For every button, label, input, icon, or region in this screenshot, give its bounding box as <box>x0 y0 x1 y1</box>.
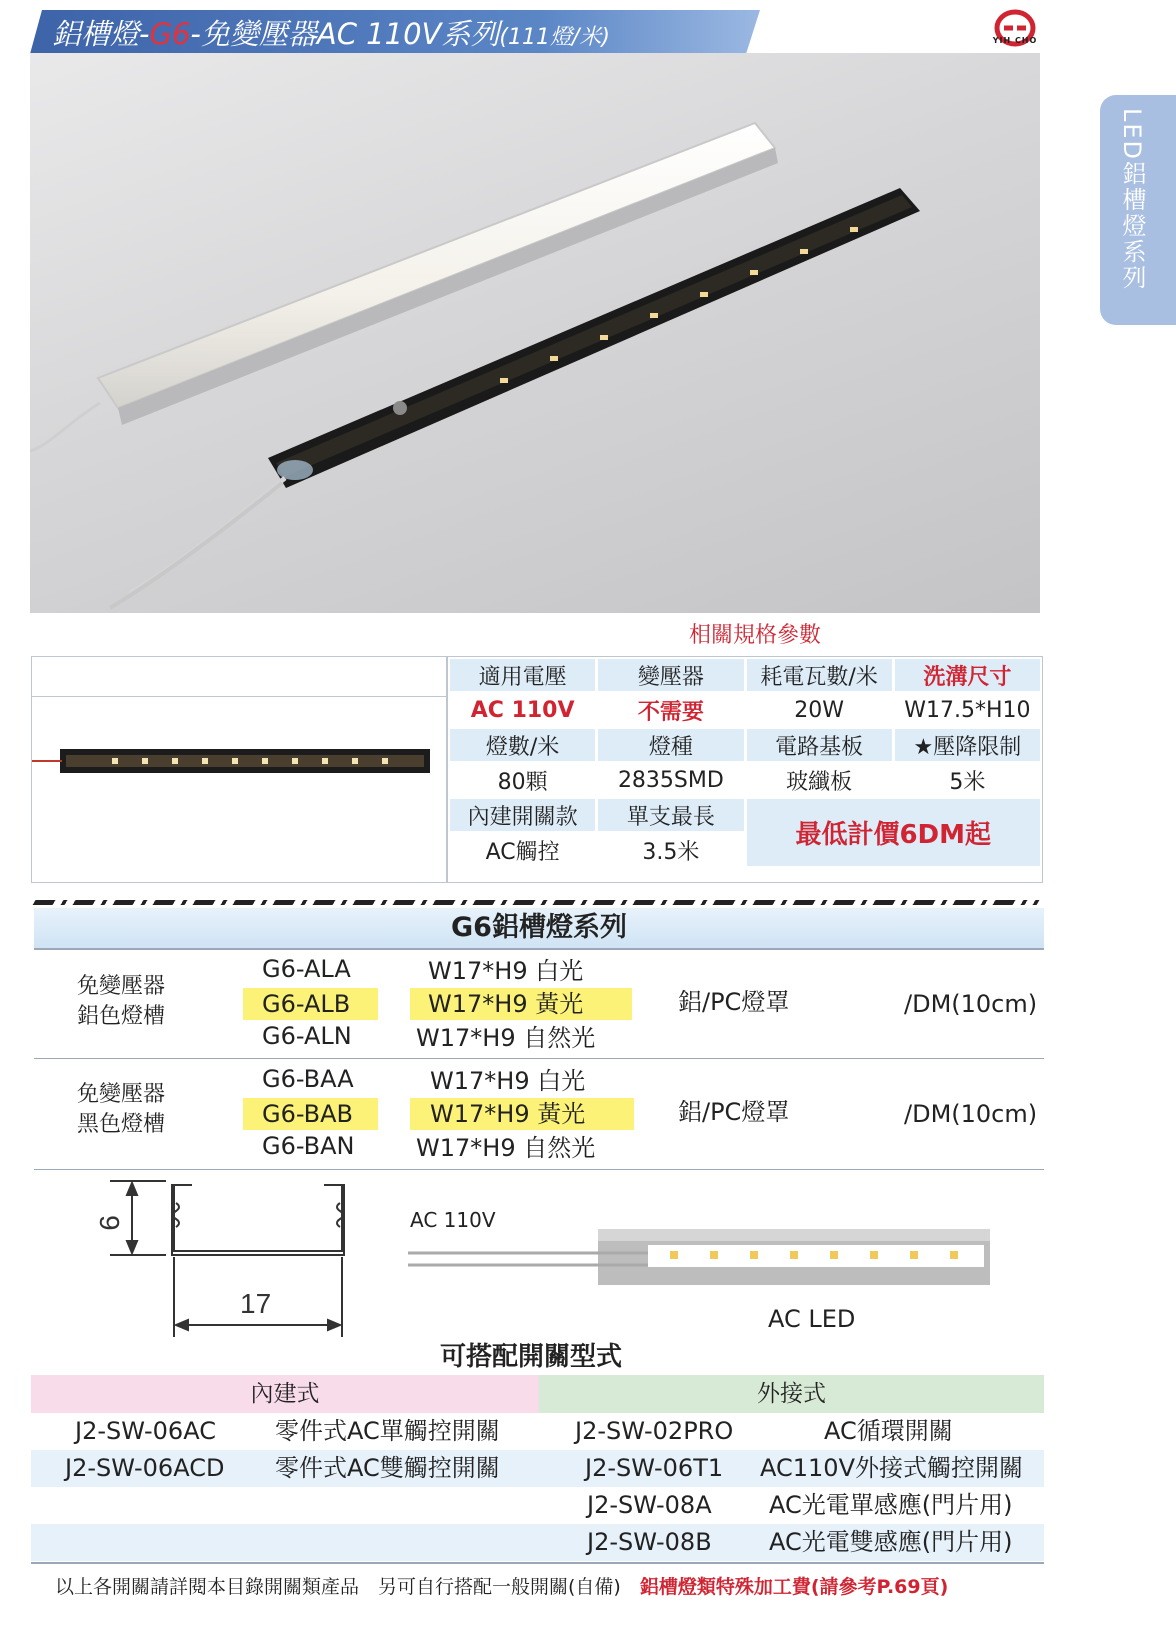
switch-row <box>31 1413 1044 1450</box>
external-switch-code: J2-SW-06T1 <box>585 1454 724 1482</box>
switch-row <box>31 1524 1044 1561</box>
switch-row <box>31 1487 1044 1524</box>
height-dimension-label: 9 <box>94 1215 125 1231</box>
external-switch-name: AC循環開關 <box>824 1417 953 1445</box>
title-model-code: G6 <box>149 17 191 51</box>
page-title: 鋁槽燈-G6-免變壓器AC 110V系列(111燈/米) <box>52 17 610 51</box>
spec-cell: 電路基板 <box>747 729 892 761</box>
product-unit: /DM(10cm) <box>904 990 1038 1018</box>
builtin-switch-name: 零件式AC雙觸控開關 <box>275 1454 500 1482</box>
spec-row <box>450 694 1040 726</box>
spec-cell: 內建開關款 <box>450 799 595 831</box>
group-label-line: 黑色燈槽 <box>76 1112 165 1137</box>
spec-cell: 20W <box>747 694 892 726</box>
external-switch-code: J2-SW-08A <box>587 1491 712 1519</box>
hero-product-photo <box>30 53 1040 613</box>
spec-cell: 80顆 <box>450 764 595 796</box>
builtin-switch-code: J2-SW-06AC <box>75 1417 216 1445</box>
spec-cell: 5米 <box>895 764 1040 796</box>
ac-led-caption: AC LED <box>768 1305 856 1333</box>
product-code-highlighted: G6-BAB <box>243 1098 378 1130</box>
series-group-label <box>36 972 206 1032</box>
title-suffix: (111燈/米) <box>499 25 610 50</box>
group-label-line: 免變壓器 <box>76 1082 165 1107</box>
product-code-highlighted: G6-ALB <box>243 988 378 1020</box>
external-switch-name: AC光電雙感應(門片用) <box>769 1528 1013 1556</box>
spec-thumbnail-divider <box>31 696 447 697</box>
spec-product-thumbnail <box>31 656 447 883</box>
group-label-line: 免變壓器 <box>76 974 165 999</box>
external-switch-name: AC110V外接式觸控開關 <box>760 1454 1023 1482</box>
switch-section-heading: 可搭配開關型式 <box>440 1342 623 1372</box>
builtin-switch-name: 零件式AC單觸控開關 <box>275 1417 500 1445</box>
footer-note-text: 以上各開關請詳閱本目錄開關類產品 另可自行搭配一般開關(自備) <box>55 1576 621 1598</box>
spec-cell: 燈數/米 <box>450 729 595 761</box>
width-dimension-label: 17 <box>240 1288 272 1319</box>
switch-table-bottom-rule <box>31 1562 1044 1564</box>
product-cover: 鋁/PC燈罩 <box>678 988 790 1016</box>
product-cover: 鋁/PC燈罩 <box>678 1098 790 1126</box>
product-unit: /DM(10cm) <box>904 1100 1038 1128</box>
builtin-switch-header: 內建式 <box>31 1375 539 1413</box>
spec-row <box>450 729 1040 761</box>
product-code: G6-BAN <box>262 1132 355 1160</box>
spec-cell: AC觸控 <box>450 834 595 866</box>
ac-voltage-label: AC 110V <box>410 1208 496 1232</box>
footer-note <box>55 1572 948 1599</box>
builtin-switch-code: J2-SW-06ACD <box>65 1454 225 1482</box>
series-row-divider <box>34 1058 1044 1059</box>
spec-row <box>450 659 1040 691</box>
spec-cell: 洗溝尺寸 <box>895 659 1040 691</box>
spec-cell: 燈種 <box>598 729 743 761</box>
spec-cell: 2835SMD <box>598 764 743 796</box>
spec-cell: 玻纖板 <box>747 764 892 796</box>
product-spec: W17*H9 自然光 <box>416 1024 596 1052</box>
switch-row <box>31 1450 1044 1487</box>
side-tab-label: LED鋁槽燈系列 <box>1118 108 1146 292</box>
min-price-note: 最低計價6DM起 <box>747 799 1041 866</box>
spec-cell: 變壓器 <box>598 659 743 691</box>
product-spec-highlighted: W17*H9 黃光 <box>410 988 632 1020</box>
external-switch-code: J2-SW-02PRO <box>575 1417 734 1445</box>
led-bars-illustration <box>30 53 1040 613</box>
spec-table <box>447 656 1043 869</box>
brand-logo-text: YIH CHO <box>992 36 1038 45</box>
group-label-line: 鋁色燈槽 <box>76 1004 165 1029</box>
external-switch-header: 外接式 <box>539 1375 1044 1413</box>
product-spec: W17*H9 白光 <box>428 957 584 985</box>
series-row-divider <box>34 1169 1044 1170</box>
spec-cell: 適用電壓 <box>450 659 595 691</box>
spec-row <box>450 799 1040 831</box>
product-spec: W17*H9 白光 <box>430 1067 586 1095</box>
series-title: G6鋁槽燈系列 <box>451 912 627 943</box>
spec-cell: W17.5*H10 <box>895 694 1040 726</box>
series-group-label <box>36 1080 206 1140</box>
product-code: G6-ALN <box>262 1022 352 1050</box>
led-strip-photo <box>408 1215 998 1295</box>
product-code: G6-ALA <box>262 955 351 983</box>
footer-red-note: 鋁槽燈類特殊加工費(請參考P.69頁) <box>639 1576 949 1598</box>
led-strip-thumbnail <box>32 657 446 882</box>
spec-cell: 單支最長 <box>598 799 743 831</box>
spec-cell: ★壓降限制 <box>895 729 1040 761</box>
spec-cell: 耗電瓦數/米 <box>747 659 892 691</box>
spec-heading: 相關規格參數 <box>688 623 821 648</box>
external-switch-code: J2-SW-08B <box>587 1528 712 1556</box>
product-spec: W17*H9 自然光 <box>416 1134 596 1162</box>
spec-cell: 3.5米 <box>598 834 743 866</box>
spec-cell: 不需要 <box>598 694 743 726</box>
spec-row <box>450 764 1040 796</box>
profile-dimension-diagram <box>80 1175 380 1360</box>
product-spec-highlighted: W17*H9 黃光 <box>410 1098 634 1130</box>
spec-cell: AC 110V <box>450 694 595 726</box>
external-switch-name: AC光電單感應(門片用) <box>769 1491 1013 1519</box>
product-code: G6-BAA <box>262 1065 354 1093</box>
dashed-divider <box>33 900 1040 905</box>
